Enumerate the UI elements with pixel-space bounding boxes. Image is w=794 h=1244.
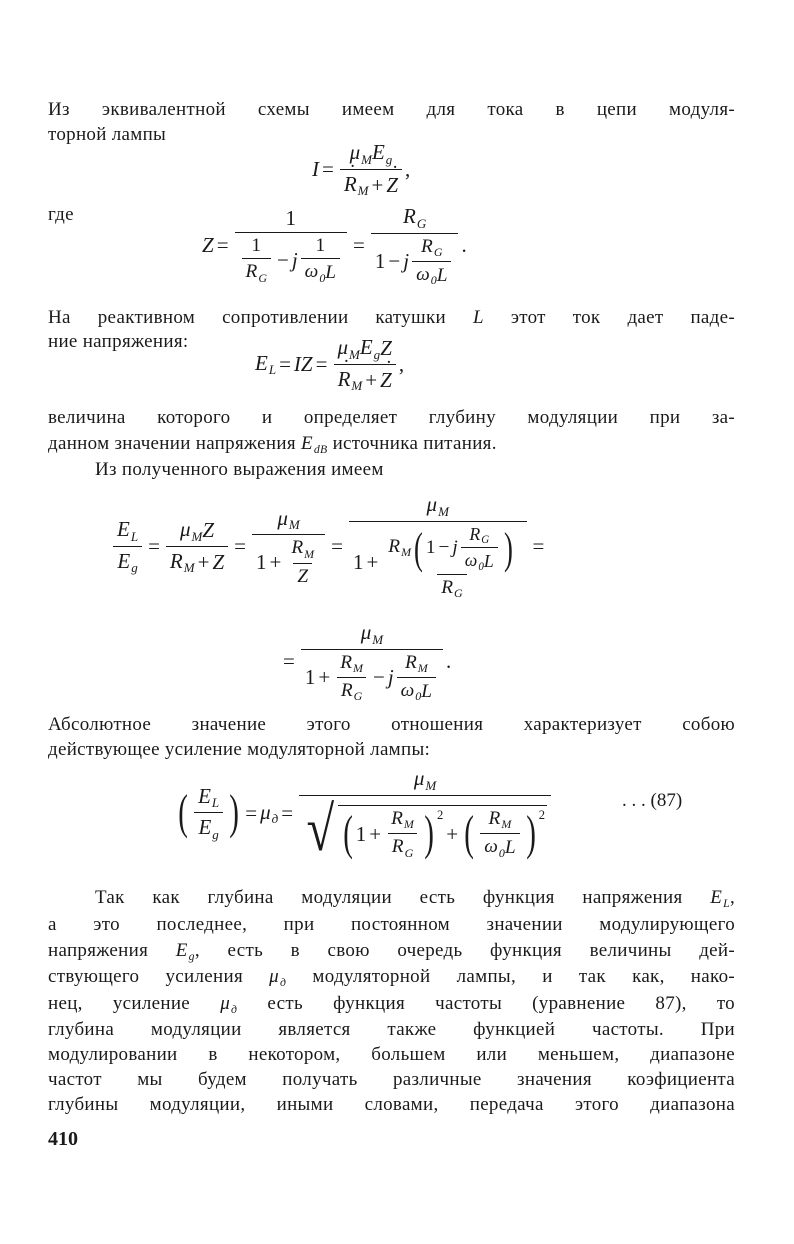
- fraction-denominator: [412, 261, 451, 288]
- math-variable: $R_G$: [403, 204, 427, 231]
- math-subscript: M: [191, 528, 203, 544]
- math-subscript: 0: [430, 272, 437, 287]
- text-run: 1: [374, 249, 386, 274]
- math-variable: ˙ $R_M$: [344, 172, 369, 200]
- math-subscript: G: [258, 270, 267, 285]
- math-variable: $R_G$: [441, 577, 463, 601]
- math-parentheses: [340, 808, 444, 860]
- fraction-numerator: [401, 652, 432, 677]
- text-line: [48, 965, 735, 995]
- math-variable: $\mu_M$: [360, 620, 384, 647]
- math-variable: $E_g$: [175, 940, 195, 964]
- math-variable: $R_M$: [388, 536, 412, 560]
- fraction-numerator: [384, 524, 519, 575]
- math-subscript: M: [501, 817, 512, 832]
- math-fraction: [412, 236, 451, 288]
- text-run: действующее усиление модуляторной лампы:: [48, 739, 431, 760]
- math-variable: $R_M$: [404, 651, 428, 675]
- math-fraction: [333, 335, 395, 394]
- math-fraction: [340, 140, 402, 199]
- math-subscript: д: [280, 976, 287, 990]
- left-paren: (: [342, 807, 353, 861]
- math-subscript: M: [349, 346, 360, 362]
- text-line: [48, 306, 735, 330]
- math-operator: =: [245, 800, 258, 825]
- math-fraction: [371, 204, 459, 288]
- math-variable: j: [291, 247, 298, 272]
- math-operator: +: [446, 821, 459, 846]
- math-fraction: [301, 235, 340, 285]
- math-parentheses: [461, 808, 545, 860]
- math-square-root: [303, 793, 547, 864]
- text-line: [48, 98, 735, 122]
- right-paren: ): [503, 523, 513, 574]
- math-subscript: M: [401, 545, 412, 560]
- text-run: 1: [425, 537, 436, 559]
- radical-sign: √: [306, 793, 335, 864]
- text-run: .: [461, 233, 467, 258]
- math-operator: +: [371, 172, 384, 197]
- text-run: ствующего усиления: [48, 966, 270, 987]
- fraction-numerator: [247, 235, 265, 258]
- text-run: торной лампы: [48, 124, 167, 145]
- math-variable: $R_M$: [169, 548, 195, 576]
- math-parentheses: [411, 524, 515, 574]
- fraction-denominator: [349, 521, 527, 602]
- math-variable: $\omega_0$: [464, 550, 484, 574]
- math-variable: L: [436, 264, 448, 286]
- text-run: частот мы будем получать различные значения коэфициента: [48, 1069, 735, 1090]
- math-subscript: g: [385, 151, 393, 167]
- fraction-denominator: [334, 364, 396, 395]
- math-variable: $\omega_0$: [416, 263, 437, 287]
- fraction-denominator: [299, 793, 551, 864]
- text-run: нец, усиление: [48, 993, 221, 1014]
- text-line: [48, 1018, 735, 1042]
- right-paren: ): [424, 807, 434, 861]
- math-subscript: M: [288, 517, 300, 533]
- text-run: глубина модуляции является также функцией частоты. При: [48, 1019, 735, 1040]
- math-variable: $E_g$: [359, 335, 381, 362]
- math-variable: $E_L$: [117, 517, 139, 544]
- text-run: модулировании в некотором, большем или меньшем, диапазоне: [48, 1044, 735, 1065]
- text-line: [48, 1068, 735, 1092]
- math-variable: $E_g$: [117, 548, 138, 576]
- fraction-denominator: [113, 546, 141, 577]
- fraction-numerator: [357, 620, 387, 649]
- equation-current: [312, 140, 410, 199]
- math-fraction: [194, 784, 223, 843]
- text-run: есть функция частоты (уравнение 87), то: [237, 993, 735, 1014]
- math-variable: $R_M$: [488, 808, 512, 832]
- equation-impedance: [202, 204, 467, 288]
- math-operator: +: [197, 549, 210, 574]
- math-operator: =: [148, 534, 160, 559]
- math-variable: $E_L$: [710, 887, 730, 911]
- fraction-denominator: [388, 833, 417, 860]
- math-variable: $E_L$: [198, 783, 220, 811]
- fraction-numerator: [113, 517, 142, 546]
- fraction-denominator: [252, 534, 325, 587]
- math-operator: +: [269, 549, 282, 574]
- fraction-numerator: [410, 766, 440, 795]
- math-subscript: L: [723, 897, 730, 911]
- math-subscript: 0: [415, 688, 422, 703]
- math-subscript: M: [361, 151, 372, 167]
- math-subscript: M: [183, 560, 195, 576]
- fraction-denominator: [293, 563, 312, 588]
- math-variable: L: [483, 551, 494, 572]
- math-subscript: 0: [478, 561, 484, 574]
- math-subscript: G: [353, 688, 363, 703]
- math-operator: =: [281, 800, 294, 825]
- math-variable: L: [504, 837, 516, 859]
- math-operator: =: [279, 352, 291, 377]
- math-variable: j: [403, 249, 410, 274]
- math-variable: $R_G$: [340, 679, 363, 703]
- math-variable: ˙ Z: [380, 368, 392, 393]
- fraction-denominator: [194, 812, 222, 843]
- left-paren: (: [414, 523, 423, 574]
- math-subscript: dB: [313, 443, 328, 457]
- math-operator: =: [353, 233, 365, 258]
- math-variable: $\mu_д$: [220, 993, 238, 1017]
- fraction-denominator: [371, 233, 459, 288]
- text-run: 1: [304, 665, 316, 690]
- fraction-numerator: [194, 784, 223, 813]
- math-subscript: G: [453, 586, 463, 601]
- text-line: [48, 1043, 735, 1067]
- fraction-numerator: [176, 517, 218, 546]
- math-variable: $E_L$: [255, 350, 277, 378]
- math-variable: $\mu_M$: [277, 505, 300, 533]
- text-run: величина которого и определяет глубину модуляции при за-: [48, 407, 735, 428]
- text-run: а это последнее, при постоянном значении модулирующего: [48, 914, 735, 935]
- text-run: 1: [355, 821, 367, 846]
- fraction-numerator: [465, 524, 493, 548]
- text-run: ние напряжения:: [48, 331, 189, 352]
- math-operator: −: [276, 247, 289, 272]
- math-variable: j: [387, 665, 394, 690]
- text-run: ,: [405, 157, 411, 182]
- text-run: ,: [398, 352, 405, 377]
- math-operator: +: [366, 549, 379, 574]
- math-superscript: 2: [436, 808, 444, 823]
- math-operator: =: [315, 352, 328, 377]
- fraction-denominator: [337, 677, 366, 704]
- math-variable: ˙ Z: [386, 173, 398, 198]
- math-subscript: 0: [319, 270, 326, 285]
- text-run: модуляторной лампы, и так как, нако-: [286, 966, 735, 987]
- math-subscript: L: [130, 528, 139, 544]
- text-run: , есть в свою очередь функция величины дей-: [194, 940, 735, 961]
- math-subscript: L: [268, 362, 277, 378]
- math-fraction: [166, 517, 228, 576]
- math-fraction: [287, 537, 318, 587]
- text-run: .: [446, 649, 452, 674]
- math-superscript: 2: [538, 808, 545, 823]
- math-fraction: [301, 620, 443, 704]
- math-operator: =: [532, 534, 545, 559]
- math-variable: $R_G$: [421, 235, 443, 259]
- math-variable: Z: [380, 336, 392, 361]
- math-subscript: M: [403, 817, 414, 832]
- math-subscript: M: [351, 378, 363, 394]
- math-subscript: g: [131, 560, 138, 576]
- text-run: На реактивном сопротивлении катушки: [48, 307, 473, 328]
- text-run: данном значении напряжения: [48, 433, 301, 454]
- fraction-denominator: [461, 547, 498, 573]
- text-run: Из полученного выражения имеем: [95, 459, 384, 480]
- math-variable: L: [472, 307, 484, 328]
- math-operator: =: [234, 534, 246, 559]
- math-subscript: M: [425, 777, 437, 793]
- left-paren: (: [178, 786, 188, 840]
- math-subscript: M: [372, 631, 384, 647]
- equation-gain-87: [175, 766, 554, 864]
- math-variable: L: [325, 262, 337, 284]
- math-variable: I: [293, 352, 301, 377]
- text-run: напряжения: [48, 940, 176, 961]
- text-run: 1: [285, 206, 297, 231]
- fraction-denominator: [480, 833, 519, 860]
- math-operator: =: [322, 157, 334, 182]
- equation-number: . . . (87): [622, 790, 683, 811]
- text-run: 1: [352, 549, 364, 574]
- math-variable: I: [312, 157, 319, 182]
- math-fraction: [113, 517, 142, 576]
- math-fraction: [461, 524, 498, 574]
- fraction-numerator: [336, 652, 367, 677]
- math-variable: $\mu_M$: [413, 766, 437, 793]
- math-subscript: G: [404, 845, 414, 860]
- math-variable: $\mu_д$: [260, 799, 279, 827]
- fraction-numerator: [485, 808, 516, 833]
- math-subscript: g: [212, 826, 219, 842]
- math-operator: =: [331, 534, 343, 559]
- text-line: [48, 406, 735, 430]
- math-operator: +: [318, 665, 331, 690]
- radicand: [338, 805, 547, 860]
- math-variable: $\mu_M$: [349, 140, 372, 167]
- text-run: 1: [315, 235, 326, 257]
- math-parentheses: [175, 784, 242, 843]
- text-run: 1: [255, 549, 267, 574]
- math-variable: $R_G$: [391, 836, 414, 860]
- math-variable: $\mu_M$: [179, 517, 203, 544]
- math-subscript: д: [271, 811, 279, 827]
- math-subscript: G: [481, 534, 490, 547]
- math-variable: ˙ $R_M$: [338, 367, 363, 395]
- text-run: Из эквивалентной схемы имеем для тока в цепи модуля-: [48, 99, 735, 120]
- math-fraction: [242, 235, 271, 285]
- equation-ratio-line1: [110, 492, 547, 601]
- math-variable: $R_M$: [340, 651, 363, 675]
- fraction-denominator: [235, 232, 348, 285]
- text-run: 1: [251, 235, 262, 257]
- right-paren: ): [229, 786, 240, 840]
- fraction-denominator: [301, 258, 340, 285]
- math-variable: $E_{dB}$: [300, 433, 328, 457]
- text-line: [95, 886, 735, 916]
- text-run: Абсолютное значение этого отношения характеризует собою: [48, 714, 735, 735]
- fraction-numerator: [417, 236, 446, 261]
- math-subscript: M: [417, 660, 428, 675]
- fraction-numerator: [287, 537, 318, 562]
- fraction-denominator: [301, 649, 443, 704]
- fraction-denominator: [166, 546, 228, 577]
- math-variable: $\mu_д$: [269, 966, 287, 990]
- math-variable: $\omega_0$: [484, 836, 505, 860]
- math-operator: −: [438, 537, 450, 559]
- math-operator: +: [365, 367, 378, 392]
- equation-ratio-line2: [280, 620, 451, 704]
- math-fraction: [336, 652, 367, 704]
- math-variable: $R_G$: [245, 261, 267, 285]
- math-subscript: L: [211, 795, 220, 811]
- math-operator: −: [388, 249, 401, 274]
- text-line: [48, 913, 735, 937]
- fraction-numerator: [399, 204, 430, 233]
- math-fraction: [349, 492, 527, 601]
- math-variable: $E_g$: [198, 815, 219, 842]
- where-label: где: [48, 204, 74, 225]
- math-fraction: [252, 506, 325, 588]
- math-fraction: [384, 524, 519, 602]
- page-number: 410: [48, 1128, 78, 1150]
- math-variable: Z: [202, 518, 215, 543]
- math-subscript: G: [433, 244, 443, 259]
- text-run: глубины модуляции, иными словами, передача этого диапазона: [48, 1094, 735, 1115]
- math-variable: Z: [202, 233, 214, 258]
- text-line: [95, 458, 735, 482]
- math-subscript: M: [304, 546, 315, 561]
- math-subscript: G: [416, 215, 427, 231]
- text-line: [48, 1093, 735, 1117]
- fraction-denominator: [437, 574, 466, 601]
- math-variable: $\omega_0$: [400, 679, 422, 703]
- left-paren: (: [464, 807, 474, 861]
- text-run: этот ток дает паде-: [483, 307, 735, 328]
- math-fraction: [235, 206, 348, 285]
- math-fraction: [387, 808, 418, 860]
- math-subscript: д: [231, 1003, 238, 1017]
- math-subscript: g: [188, 950, 195, 964]
- math-fraction: [397, 652, 436, 704]
- right-paren: ): [525, 807, 536, 861]
- math-subscript: M: [357, 183, 369, 199]
- math-operator: +: [369, 821, 382, 846]
- fraction-numerator: [387, 808, 418, 833]
- math-variable: $E_g$: [371, 140, 393, 167]
- fraction-numerator: [312, 235, 330, 258]
- fraction-denominator: [397, 677, 436, 704]
- math-variable: $\mu_M$: [337, 335, 360, 362]
- math-operator: −: [372, 665, 385, 690]
- math-variable: $R_M$: [391, 808, 414, 832]
- text-line: [48, 738, 735, 762]
- math-subscript: M: [352, 660, 363, 675]
- math-variable: Z: [300, 352, 313, 377]
- math-variable: $R_M$: [291, 537, 315, 561]
- text-run: ,: [729, 887, 735, 908]
- equation-voltage: [255, 335, 404, 394]
- text-line: [48, 713, 735, 737]
- fraction-denominator: [340, 169, 402, 200]
- math-variable: $\omega_0$: [304, 261, 326, 285]
- math-subscript: g: [373, 346, 381, 362]
- math-fraction: [480, 808, 519, 860]
- math-variable: Z: [297, 565, 309, 587]
- fraction-denominator: [242, 258, 271, 285]
- math-variable: j: [452, 537, 458, 559]
- fraction-numerator: [282, 206, 301, 232]
- math-fraction: [299, 766, 551, 864]
- text-run: источника питания.: [327, 433, 497, 454]
- math-subscript: M: [438, 503, 449, 519]
- math-subscript: 0: [498, 845, 505, 860]
- math-operator: =: [216, 233, 229, 258]
- fraction-numerator: [423, 492, 453, 521]
- text-run: Так как глубина модуляции есть функция напряжения: [95, 887, 711, 908]
- fraction-numerator: [273, 506, 303, 535]
- math-variable: Z: [212, 549, 225, 574]
- math-variable: $R_G$: [469, 523, 490, 547]
- math-variable: L: [421, 680, 433, 702]
- math-operator: =: [283, 649, 295, 674]
- math-variable: $\mu_M$: [426, 492, 449, 519]
